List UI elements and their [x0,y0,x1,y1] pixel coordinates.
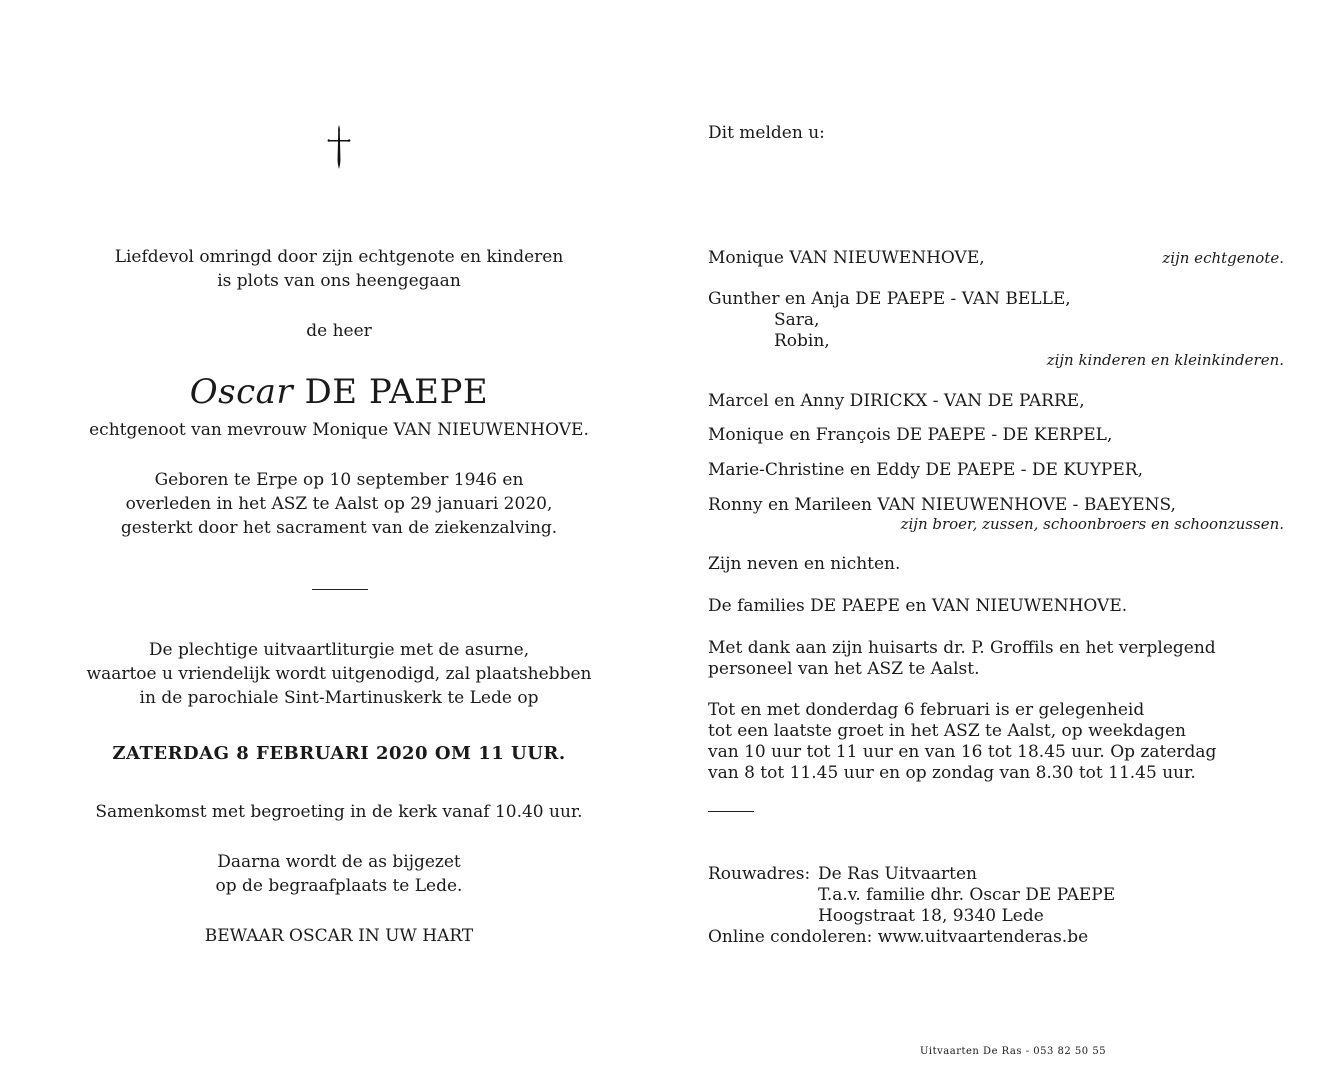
grandchild: Sara, [774,310,820,330]
title-prefix: de heer [306,321,372,341]
burial-text: Daarna wordt de as bijgezet op de begraafplaats te Lede. [215,852,463,896]
divider-line [708,811,754,812]
last-name: DE PAEPE [304,372,489,412]
ceremony-text: De plechtige uitvaartliturgie met de asurne, waartoe u vriendelijk wordt uitgenodigd, zal plaatshebben in de parochiale Sint-Martinuskerk te Lede op [86,640,592,708]
spouse-line: echtgenoot van mevrouw Monique VAN NIEUWENHOVE. [89,420,589,440]
nephews-text: Zijn neven en nichten. [708,554,901,574]
gathering-text: Samenkomst met begroeting in de kerk vanaf 10.40 uur. [95,802,583,822]
first-name: Oscar [189,372,294,412]
online-condolences: Online condoleren: www.uitvaartenderas.be [708,927,1089,947]
grandchild: Robin, [774,331,830,351]
families-text: De families DE PAEPE en VAN NIEUWENHOVE. [708,596,1128,616]
siblings-relation: zijn broer, zussen, schoonbroers en schoonzussen. [900,515,1284,533]
spouse-name: Monique VAN NIEUWENHOVE, [708,248,985,268]
children-relation: zijn kinderen en kleinkinderen. [1046,351,1284,369]
address-label: Rouwadres: [708,864,811,884]
sibling-line: Marcel en Anny DIRICKX - VAN DE PARRE, [708,391,1085,411]
sibling-line: Marie-Christine en Eddy DE PAEPE - DE KUYPER, [708,460,1143,480]
deceased-name [60,372,618,412]
footer-text: Uitvaarten De Ras - 053 82 50 55 [920,1046,1107,1057]
visiting-text: Tot en met donderdag 6 februari is er gelegenheid tot een laatste groet in het ASZ te Aalst, op weekdagen van 10 uur tot 11 uur en van 16 tot 18.45 uur. Op zaterdag van 8 tot 11.45 uur en op zondag van 8.30 tot 11.45 uur. [708,700,1217,783]
spouse-relation: zijn echtgenote. [1162,249,1284,267]
ceremony-date: ZATERDAG 8 FEBRUARI 2020 OM 11 UUR. [112,743,566,764]
address-block: Rouwadres: De Ras Uitvaarten T.a.v. familie dhr. Oscar DE PAEPE Hoogstraat 18, 9340 Lede Online condoleren: www.uitvaartenderas.be [708,864,1116,947]
cross-icon [326,124,352,170]
intro-text: Liefdevol omringd door zijn echtgenote en kinderen is plots van ons heengegaan [114,247,564,291]
sibling-line: Ronny en Marileen VAN NIEUWENHOVE - BAEYENS, [708,495,1176,515]
children-names: Gunther en Anja DE PAEPE - VAN BELLE, Sara, Robin, [708,289,1071,351]
announcement-heading: Dit melden u: [708,123,825,143]
birth-death-text: Geboren te Erpe op 10 september 1946 en overleden in het ASZ te Aalst op 29 januari 2020, gesterkt door het sacrament van de ziekenzalving. [120,470,558,538]
sibling-line: Monique en François DE PAEPE - DE KERPEL, [708,425,1113,445]
closing-text: BEWAAR OSCAR IN UW HART [204,926,474,946]
thanks-text: Met dank aan zijn huisarts dr. P. Groffils en het verplegend personeel van het ASZ te Aalst. [708,638,1216,679]
divider-line [312,589,368,590]
